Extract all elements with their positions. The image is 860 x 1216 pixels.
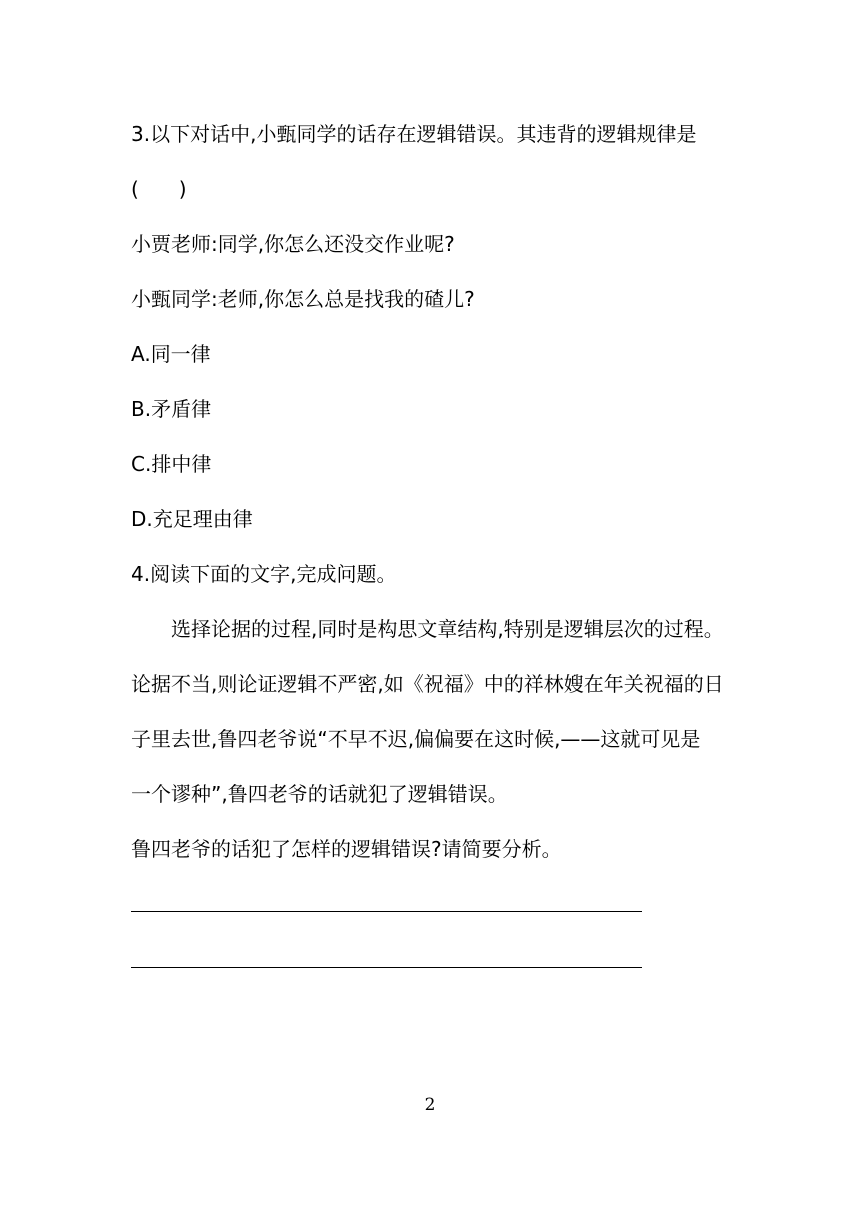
question-4-stem: 4.阅读下面的文字,完成问题。 [131,562,397,586]
option-c: C.排中律 [131,452,212,476]
question-3-stem-line-1: 3.以下对话中,小甄同学的话存在逻辑错误。其违背的逻辑规律是 [131,122,697,146]
passage-line-2: 论据不当,则论证逻辑不严密,如《祝福》中的祥林嫂在年关祝福的日 [131,672,724,696]
dialogue-student-line: 小甄同学:老师,你怎么总是找我的碴儿? [131,287,475,311]
question-3-answer-blank: ( ) [131,177,187,201]
question-4-prompt: 鲁四老爷的话犯了怎样的逻辑错误?请简要分析。 [131,837,562,861]
option-d: D.充足理由律 [131,507,253,531]
answer-line-1[interactable] [131,911,642,912]
option-a: A.同一律 [131,342,211,366]
option-b: B.矛盾律 [131,397,212,421]
passage-line-1: 选择论据的过程,同时是构思文章结构,特别是逻辑层次的过程。 [171,617,724,641]
dialogue-teacher-line: 小贾老师:同学,你怎么还没交作业呢? [131,232,455,256]
answer-line-2[interactable] [131,967,642,968]
page-number: 2 [424,1095,436,1115]
passage-line-4: 一个谬种”,鲁四老爷的话就犯了逻辑错误。 [131,782,508,806]
passage-line-3: 子里去世,鲁四老爷说“不早不迟,偏偏要在这时候,——这就可见是 [131,727,701,751]
